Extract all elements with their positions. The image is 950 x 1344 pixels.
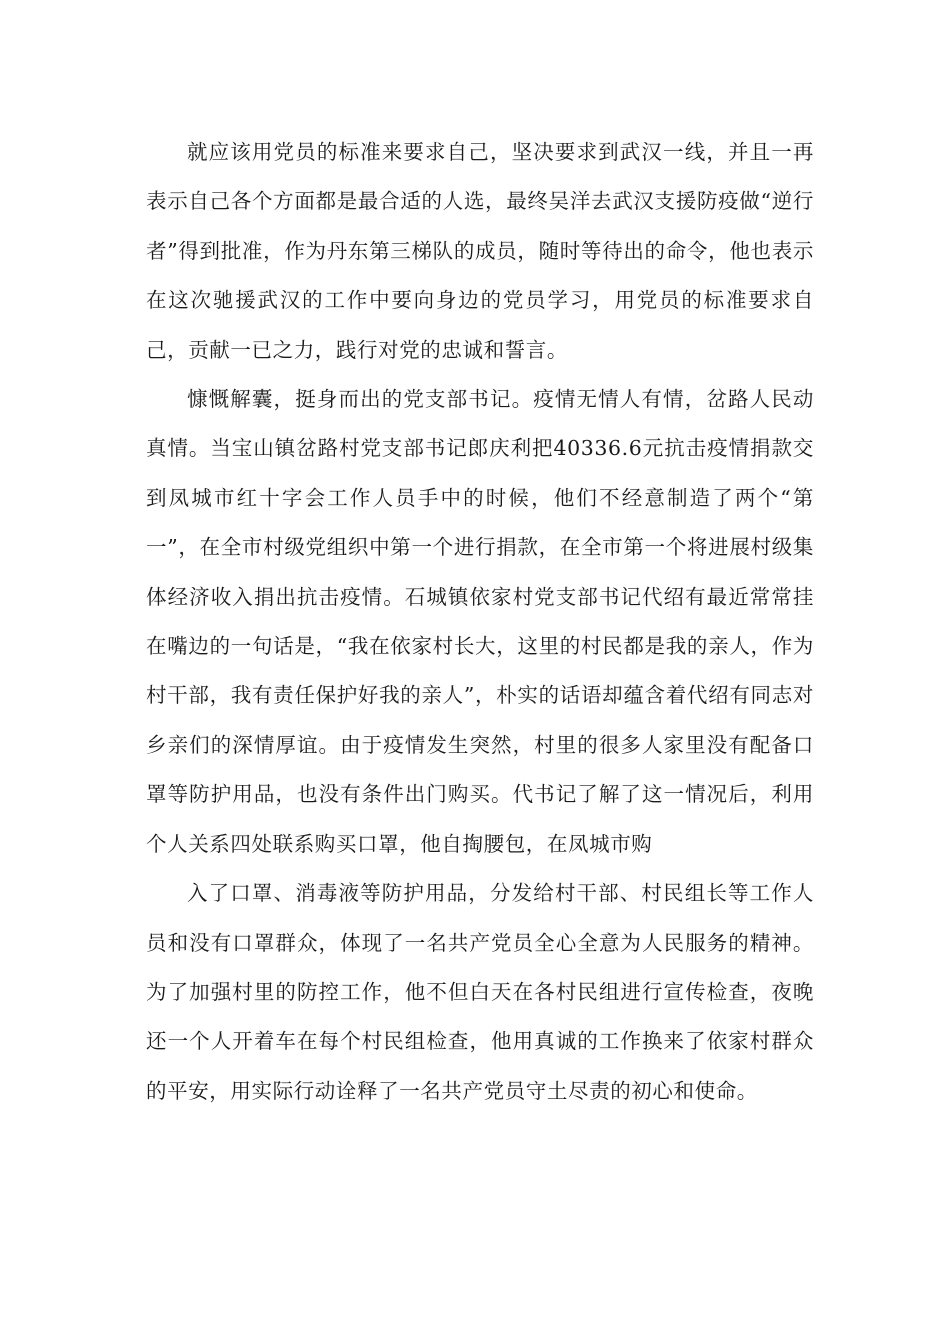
document-body (146, 128, 814, 1116)
paragraph-2: 慷慨解囊，挺身而出的党支部书记。疫情无情人有情，岔路人民动真情。当宝山镇岔路村党支部书记郎庆利把40336.6元抗击疫情捐款交到凤城市红十字会工作人员手中的时候，他们不经意制造了两个“第一”，在全市村级党组织中第一个进行捐款，在全市第一个将进展村级集体经济收入捐出抗击疫情。石城镇依家村党支部书记代绍有最近常常挂在嘴边的一句话是，“我在依家村长大，这里的村民都是我的亲人，作为村干部，我有责任保护好我的亲人”，朴实的话语却蕴含着代绍有同志对乡亲们的深情厚谊。由于疫情发生突然，村里的很多人家里没有配备口罩等防护用品，也没有条件出门购买。代书记了解了这一情况后，利用个人关系四处联系购买口罩，他自掏腰包，在凤城市购 (146, 387, 814, 856)
paragraph-3: 入了口罩、消毒液等防护用品，分发给村干部、村民组长等工作人员和没有口罩群众，体现了一名共产党员全心全意为人民服务的精神。为了加强村里的防控工作，他不但白天在各村民组进行宣传检查，夜晚还一个人开着车在每个村民组检查，他用真诚的工作换来了依家村群众的平安，用实际行动诠释了一名共产党员守土尽责的初心和使命。 (146, 881, 814, 1103)
paragraph-1: 就应该用党员的标准来要求自己，坚决要求到武汉一线，并且一再表示自己各个方面都是最合适的人选，最终吴洋去武汉支援防疫做“逆行者”得到批准，作为丹东第三梯队的成员，随时等待出的命令，他也表示在这次驰援武汉的工作中要向身边的党员学习，用党员的标准要求自己，贡献一已之力，践行对党的忠诚和誓言。 (146, 140, 814, 362)
